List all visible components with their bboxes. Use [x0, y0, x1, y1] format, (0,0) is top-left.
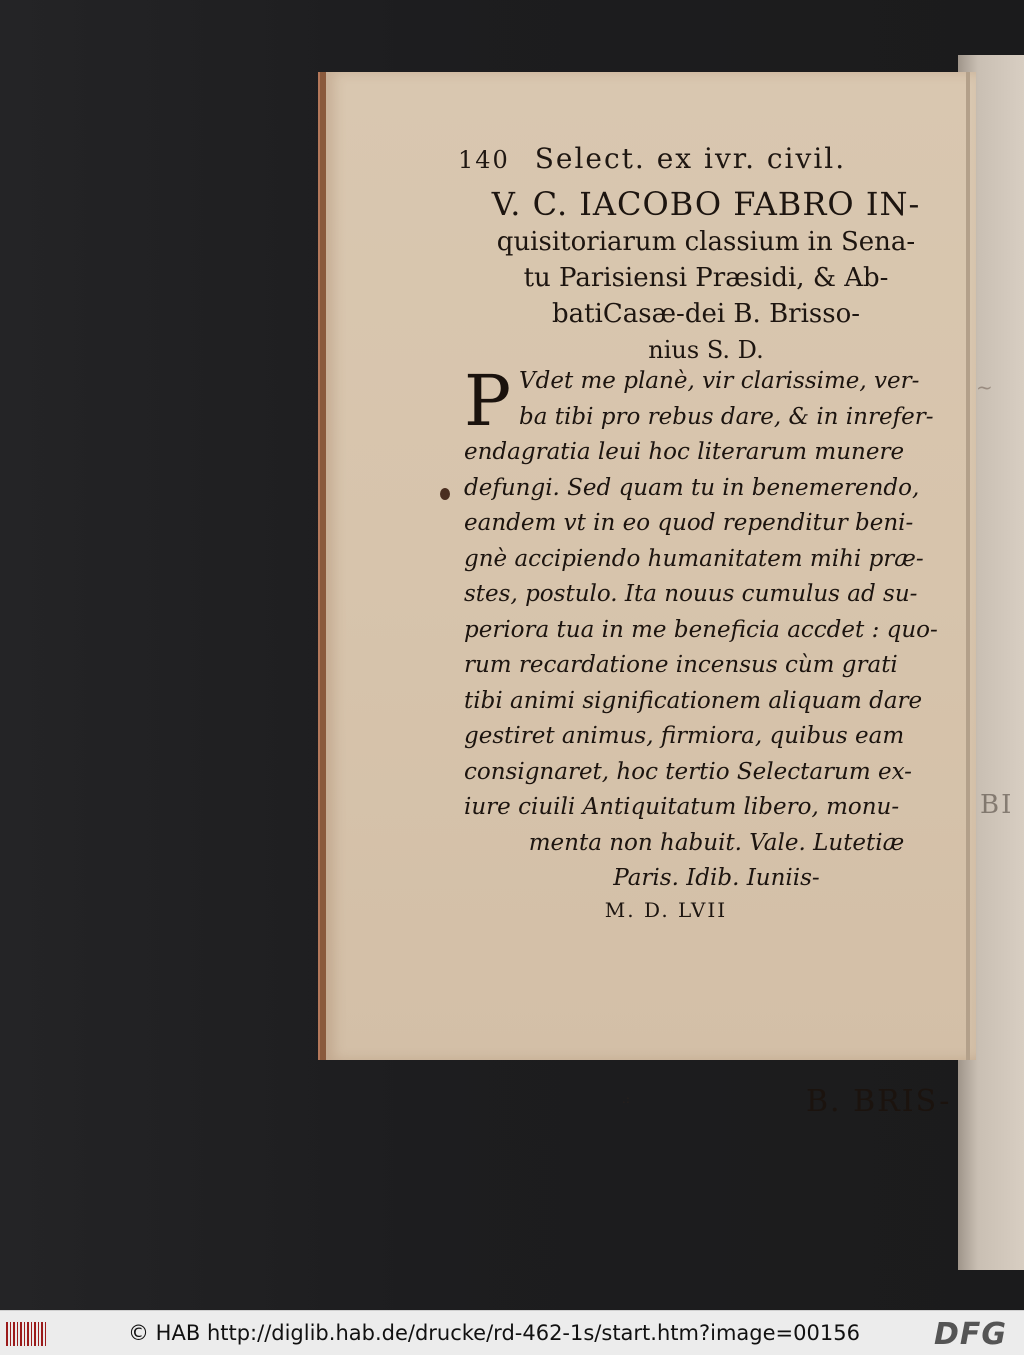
body-line: iure ciuili Antiquitatum libero, monu-	[464, 794, 900, 820]
catchword: B. BRIS-	[806, 1084, 952, 1119]
running-head	[458, 142, 948, 175]
body-line: Vdet me planè, vir clarissime, ver-	[519, 368, 920, 394]
hab-logo-icon	[6, 1322, 48, 1346]
footer-bar	[0, 1310, 1024, 1355]
drop-capital: P	[464, 360, 512, 442]
body-line: defungi. Sed quam tu in benemerendo,	[464, 474, 920, 501]
title-line: quisitoriarum classium in Sena-	[496, 227, 916, 257]
facing-page-catchword: BI	[980, 790, 1014, 820]
dfg-logo: DFG	[934, 1317, 1008, 1352]
dedication-body	[464, 360, 969, 897]
body-line: gnè accipiendo humanitatem mihi præ-	[464, 545, 924, 572]
page-edge	[966, 72, 970, 1060]
book-page	[320, 72, 976, 1119]
footer-attribution	[128, 1321, 860, 1345]
body-line: endagratia leui hoc literarum munere	[464, 439, 905, 465]
body-line: menta non habuit. Vale. Lutetiæ	[528, 829, 905, 856]
copyright-text: © HAB	[128, 1321, 201, 1345]
title-line: V. C. IACOBO FABRO IN-	[491, 185, 921, 223]
title-line: nius S. D.	[648, 336, 764, 364]
faint-mark: .:	[622, 1092, 630, 1106]
body-line: gestiret animus, firmiora, quibus eam	[464, 723, 905, 749]
body-line: eandem vt in eo quod rependitur beni-	[464, 510, 914, 536]
running-head-title: Select. ex ivr. civil.	[534, 142, 847, 175]
body-line: tibi animi significationem aliquam dare	[464, 687, 923, 714]
permalink[interactable]: http://diglib.hab.de/drucke/rd-462-1s/start.htm?image=00156	[206, 1321, 860, 1345]
dedication-title	[446, 184, 966, 368]
facing-page-bleed: ~	[976, 375, 993, 399]
body-line: periora tua in me beneficia accdet : quo-	[464, 616, 938, 643]
body-line: ba tibi pro rebus dare, & in inrefer-	[519, 403, 934, 430]
ink-stain	[440, 488, 450, 500]
page-number: 140	[458, 146, 510, 174]
title-line: batiCasæ-dei B. Brisso-	[551, 299, 861, 329]
body-line: Paris. Idib. Iuniis-	[613, 865, 820, 891]
body-line: rum recardatione incensus cùm grati	[464, 652, 898, 678]
body-line: consignaret, hoc tertio Selectarum ex-	[464, 758, 912, 785]
body-line: stes, postulo. Ita nouus cumulus ad su-	[464, 581, 918, 607]
title-line: tu Parisiensi Præsidi, & Ab-	[523, 263, 889, 293]
date-line: M. D. LVII	[604, 898, 728, 922]
